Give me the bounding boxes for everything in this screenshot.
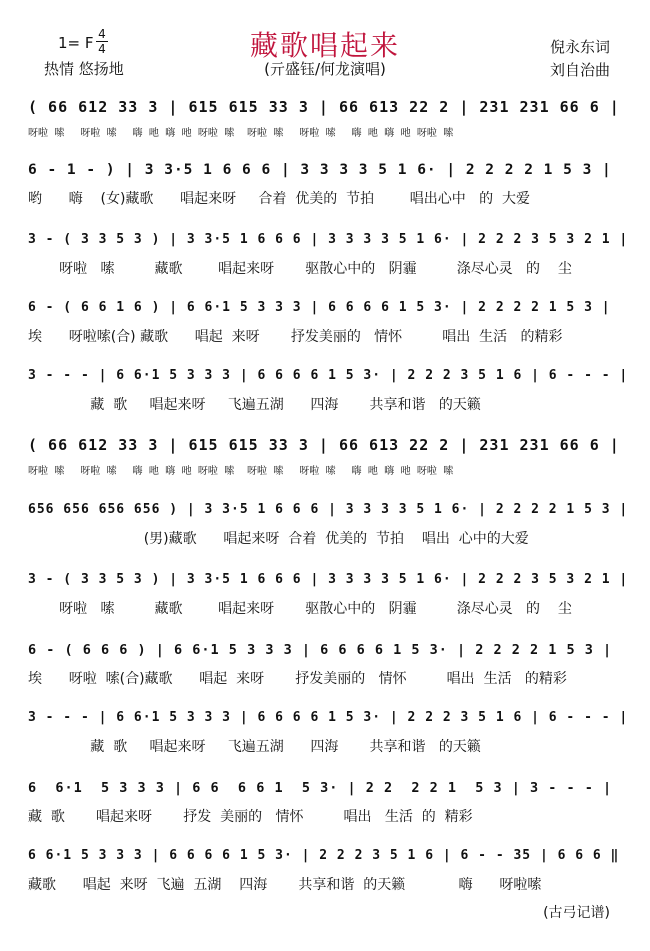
notation-line: 6 - 1 - ) | 3 3·5 1 6 6 6 | 3 3 3 3 5 1 6· | 2 2 2 2 1 5 3 | [28,162,612,178]
notation-line: 656 656 656 656 ) | 3 3·5 1 6 6 6 | 3 3 3 3 5 1 6· | 2 2 2 2 1 5 3 | [28,502,629,517]
lyrics-line: 呀啦 嗦 呀啦 嗦 嗨 吔 嗨 吔 呀啦 嗦 呀啦 嗦 呀啦 嗦 嗨 吔 嗨 吔 呀啦 嗦 [28,128,454,139]
notation-line: 3 - ( 3 3 5 3 ) | 3 3·5 1 6 6 6 | 3 3 3 3 5 1 6· | 2 2 2 3 5 3 2 1 | [28,232,629,247]
lyrics-line: 藏 歌 唱起来呀 飞遍五湖 四海 共享和谐 的天籁 [28,397,481,413]
key-signature: 1= F [58,34,94,52]
lyrics-line: 哟 嗨 (女)藏歌 唱起来呀 合着 优美的 节拍 唱出心中 的 大爱 [28,191,531,207]
notation-line: 6 - ( 6 6 6 ) | 6 6·1 5 3 3 3 | 6 6 6 6 1 5 3· | 2 2 2 2 1 5 3 | [28,642,613,658]
time-bottom: 4 [98,42,106,56]
notation-line: 6 6·1 5 3 3 3 | 6 6 6 6 1 5 3· | 2 2 2 2 1 5 3 | 3 - - - | [28,780,613,796]
notation-line: ( 66 612 33 3 | 615 615 33 3 | 66 613 22 2 | 231 231 66 6 | [28,98,620,116]
notation-line: 6 - ( 6 6 1 6 ) | 6 6·1 5 3 3 3 | 6 6 6 6 1 5 3· | 2 2 2 2 1 5 3 | [28,300,611,315]
transcriber-credit: (古弓记谱) [543,905,610,921]
composer-credit: 刘自治曲 [549,61,610,79]
singers-credit: (亓盛钰/何龙演唱) [264,60,386,78]
notation-line: 3 - ( 3 3 5 3 ) | 3 3·5 1 6 6 6 | 3 3 3 3 5 1 6· | 2 2 2 3 5 3 2 1 | [28,572,629,587]
lyrics-line: 藏歌 唱起 来呀 飞遍 五湖 四海 共享和谐 的天籁 嗨 呀啦嗦 [28,877,542,893]
lyrics-line: 藏 歌 唱起来呀 飞遍五湖 四海 共享和谐 的天籁 [28,739,481,755]
lyrics-line: 呀啦 嗦 藏歌 唱起来呀 驱散心中的 阴霾 涤尽心灵 的 尘 [28,261,572,277]
time-signature [96,28,108,55]
notation-line: 3 - - - | 6 6·1 5 3 3 3 | 6 6 6 6 1 5 3· | 2 2 2 3 5 1 6 | 6 - - - | [28,710,629,725]
notation-line: 3 - - - | 6 6·1 5 3 3 3 | 6 6 6 6 1 5 3· | 2 2 2 3 5 1 6 | 6 - - - | [28,368,629,383]
lyrics-line: 呀啦 嗦 藏歌 唱起来呀 驱散心中的 阴霾 涤尽心灵 的 尘 [28,601,572,617]
tempo-marking: 热情 悠扬地 [44,60,124,78]
notation-line: ( 66 612 33 3 | 615 615 33 3 | 66 613 22 2 | 231 231 66 6 | [28,436,620,454]
lyrics-line: 藏 歌 唱起来呀 抒发 美丽的 情怀 唱出 生活 的 精彩 [28,809,473,825]
lyrics-line: (男)藏歌 唱起来呀 合着 优美的 节拍 唱出 心中的大爱 [28,531,529,547]
lyricist-credit: 倪永东词 [549,38,610,56]
time-top: 4 [98,27,106,41]
song-title: 藏歌唱起来 [249,29,400,62]
lyrics-line: 呀啦 嗦 呀啦 嗦 嗨 吔 嗨 吔 呀啦 嗦 呀啦 嗦 呀啦 嗦 嗨 吔 嗨 吔 呀啦 嗦 [28,466,454,477]
lyrics-line: 埃 呀啦 嗦(合)藏歌 唱起 来呀 抒发美丽的 情怀 唱出 生活 的精彩 [28,671,567,687]
notation-line: 6 6·1 5 3 3 3 | 6 6 6 6 1 5 3· | 2 2 2 3 5 1 6 | 6 - - 35 | 6 6 6 ‖ [28,848,620,863]
lyrics-line: 埃 呀啦嗦(合) 藏歌 唱起 来呀 抒发美丽的 情怀 唱出 生活 的精彩 [28,329,563,345]
